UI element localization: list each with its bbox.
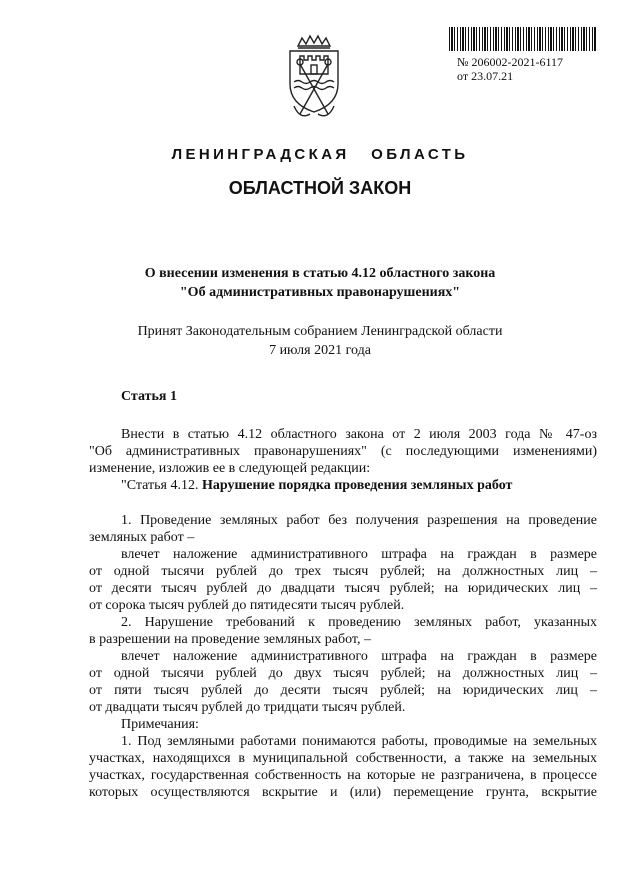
adoption-line-1: Принят Законодательным собранием Ленинградской области <box>137 324 503 339</box>
registration-date: от 23.07.21 <box>457 69 514 83</box>
body-line: от одной тысячи рублей до трех тысяч рублей; на должностных лиц – <box>89 564 597 579</box>
article-text-line: "Об административных правонарушениях" (с последующими изменениями) <box>89 444 597 459</box>
coat-of-arms-emblem <box>276 34 352 126</box>
body-line: от десяти тысяч рублей до двадцати тысяч рублей; на юридических лиц – <box>89 581 597 596</box>
body-line: от пяти тысяч рублей до десяти тысяч рублей; на юридических лиц – <box>89 683 597 698</box>
article-quote-heading <box>121 477 597 494</box>
quote-title: Нарушение порядка проведения земляных работ <box>201 478 513 493</box>
body-line: влечет наложение административного штрафа на граждан в размере <box>121 547 597 562</box>
body-line: от одной тысячи рублей до двух тысяч рублей; на должностных лиц – <box>89 666 597 681</box>
document-type-heading: ОБЛАСТНОЙ ЗАКОН <box>228 178 412 198</box>
body-line: от сорока тысяч рублей до пятидесяти тысяч рублей. <box>89 598 405 613</box>
body-line: которых осуществляются вскрытие и (или) перемещение грунта, вскрытие <box>89 785 597 800</box>
body-line: 2. Нарушение требований к проведению земляных работ, указанных <box>121 615 597 630</box>
law-title-line-1: О внесении изменения в статью 4.12 областного закона <box>144 266 496 281</box>
body-line: в разрешении на проведение земляных работ, – <box>89 632 371 647</box>
body-line: влечет наложение административного штрафа на граждан в размере <box>121 649 597 664</box>
article-text-line: изменение, изложив ее в следующей редакции: <box>89 461 371 476</box>
body-line: участках, государственная собственность на которые не разграничена, в процессе <box>89 768 597 783</box>
body-line: земляных работ – <box>89 530 195 545</box>
registration-number: № 206002-2021-6117 <box>457 55 563 69</box>
body-line: участках, находящихся в муниципальной собственности, а также на земельных <box>89 751 597 766</box>
notes-heading: Примечания: <box>121 717 199 732</box>
adoption-date: 7 июля 2021 года <box>269 343 371 358</box>
article-text-line: Внести в статью 4.12 областного закона от 2 июля 2003 года № 47-оз <box>121 427 597 442</box>
body-line: 1. Проведение земляных работ без получения разрешения на проведение <box>121 513 597 528</box>
body-line: 1. Под земляными работами понимаются работы, проводимые на земельных <box>121 734 597 749</box>
barcode <box>449 27 597 51</box>
body-line: от двадцати тысяч рублей до тридцати тысяч рублей. <box>89 700 406 715</box>
region-heading: ЛЕНИНГРАДСКАЯ ОБЛАСТЬ <box>171 146 469 163</box>
article-heading: Статья 1 <box>121 389 177 404</box>
law-title-line-2: "Об административных правонарушениях" <box>179 285 461 300</box>
quote-prefix: "Статья 4.12. <box>121 478 199 493</box>
